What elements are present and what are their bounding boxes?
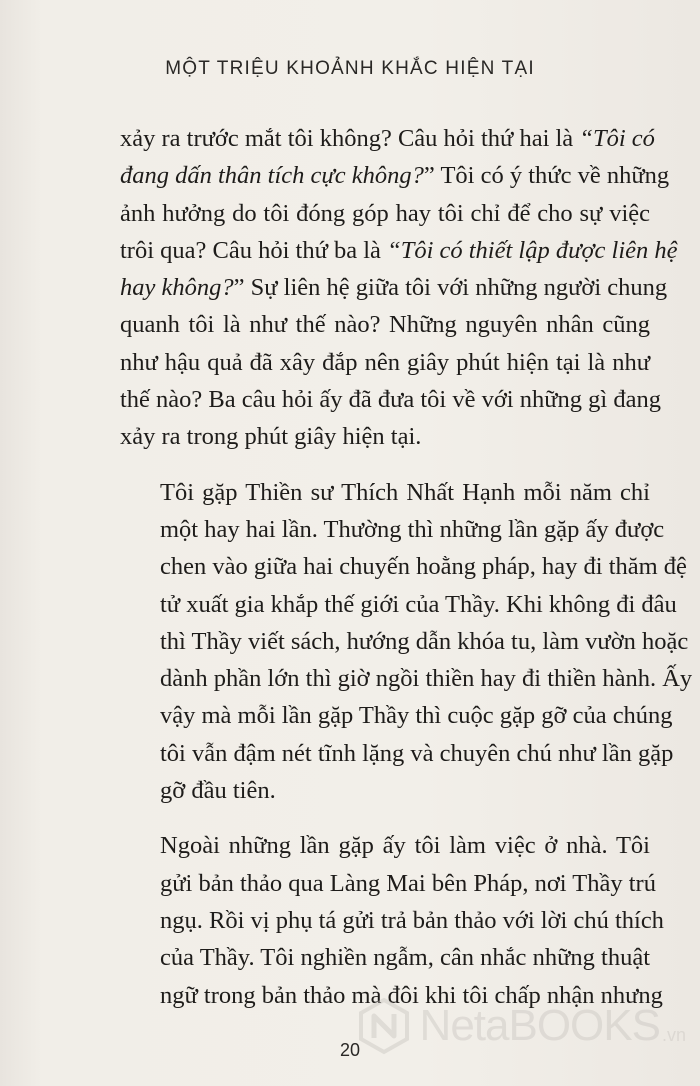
text-line [120,120,655,157]
text-line [160,902,664,939]
italic-quote: hay không? [120,274,234,302]
text-run: gửi bản thảo qua Làng Mai bên Pháp, nơi Thầy trú [160,869,656,897]
text-run: Ngoài những lần gặp ấy tôi làm việc ở nhà. Tôi [160,832,650,860]
text-line [120,418,650,455]
text-run: tôi vẫn đậm nét tĩnh lặng và chuyên chú như lần gặp [160,739,674,767]
body-text [120,120,693,1014]
text-run: thế nào? Ba câu hỏi ấy đã đưa tôi về với những gì đang [120,386,661,414]
italic-quote: đang dấn thân tích cực không? [120,162,424,190]
text-line [160,660,693,697]
text-run: dành phần lớn thì giờ ngồi thiền hay đi thiền hành. Ấy [160,665,693,693]
text-line [120,306,650,343]
text-run: một hay hai lần. Thường thì những lần gặp ấy được [160,515,665,543]
text-line [160,697,673,734]
text-line [120,195,650,232]
paragraph [120,474,693,810]
text-run: ” Sự liên hệ giữa tôi với những người chung [233,274,668,302]
text-run: của Thầy. Tôi nghiền ngẫm, cân nhắc những thuật [160,944,650,972]
text-line [160,827,650,864]
text-line [160,735,674,772]
paragraph [120,120,678,456]
watermark-suffix: .vn [661,1025,686,1045]
paragraph [120,827,664,1013]
text-run: trôi qua? Câu hỏi thứ ba là [120,236,388,264]
text-run: vậy mà mỗi lần gặp Thầy thì cuộc gặp gỡ của chúng [160,702,673,730]
text-line [160,772,650,809]
text-line [160,586,677,623]
page-number: 20 [339,1040,361,1060]
text-run: ảnh hưởng do tôi đóng góp hay tôi chỉ để cho sự việc [120,199,650,227]
text-line [120,157,670,194]
text-line [160,548,687,585]
text-run: xảy ra trước mắt tôi không? Câu hỏi thứ hai là [120,125,580,152]
text-line [120,232,678,269]
text-line [160,511,665,548]
text-run: ngữ trong bản thảo mà đôi khi tôi chấp nhận nhưng [160,981,663,1009]
text-run: chen vào giữa hai chuyến hoằng pháp, hay đi thăm đệ [160,553,687,581]
italic-quote: “Tôi có thiết lập được liên hệ [387,236,678,264]
running-title: MỘT TRIỆU KHOẢNH KHẮC HIỆN TẠI [165,58,535,79]
text-run: Tôi gặp Thiền sư Thích Nhất Hạnh mỗi năm chỉ [160,478,650,506]
text-run: quanh tôi là như thế nào? Những nguyên nhân cũng [120,311,650,339]
watermark-brand: NetaBOOKS [419,1001,660,1050]
text-line [160,474,650,511]
text-line [160,623,689,660]
text-line [120,344,650,381]
text-run: như hậu quả đã xây đắp nên giây phút hiện tại là như [120,348,650,376]
neta-logo-icon [354,996,414,1056]
text-run: tử xuất gia khắp thế giới của Thầy. Khi không đi đâu [160,590,677,618]
text-run: xảy ra trong phút giây hiện tại. [120,423,422,451]
text-line [160,865,656,902]
text-run: thì Thầy viết sách, hướng dẫn khóa tu, làm vườn hoặc [160,627,689,655]
text-line [120,269,668,306]
italic-quote: “Tôi có [579,125,655,152]
text-line [120,381,661,418]
text-run: ngụ. Rồi vị phụ tá gửi trả bản thảo với lời chú thích [160,906,664,934]
text-run: gỡ đầu tiên. [160,777,276,805]
text-line [160,939,650,976]
text-run: ” Tôi có ý thức về những [423,162,670,190]
publisher-watermark [354,996,686,1056]
